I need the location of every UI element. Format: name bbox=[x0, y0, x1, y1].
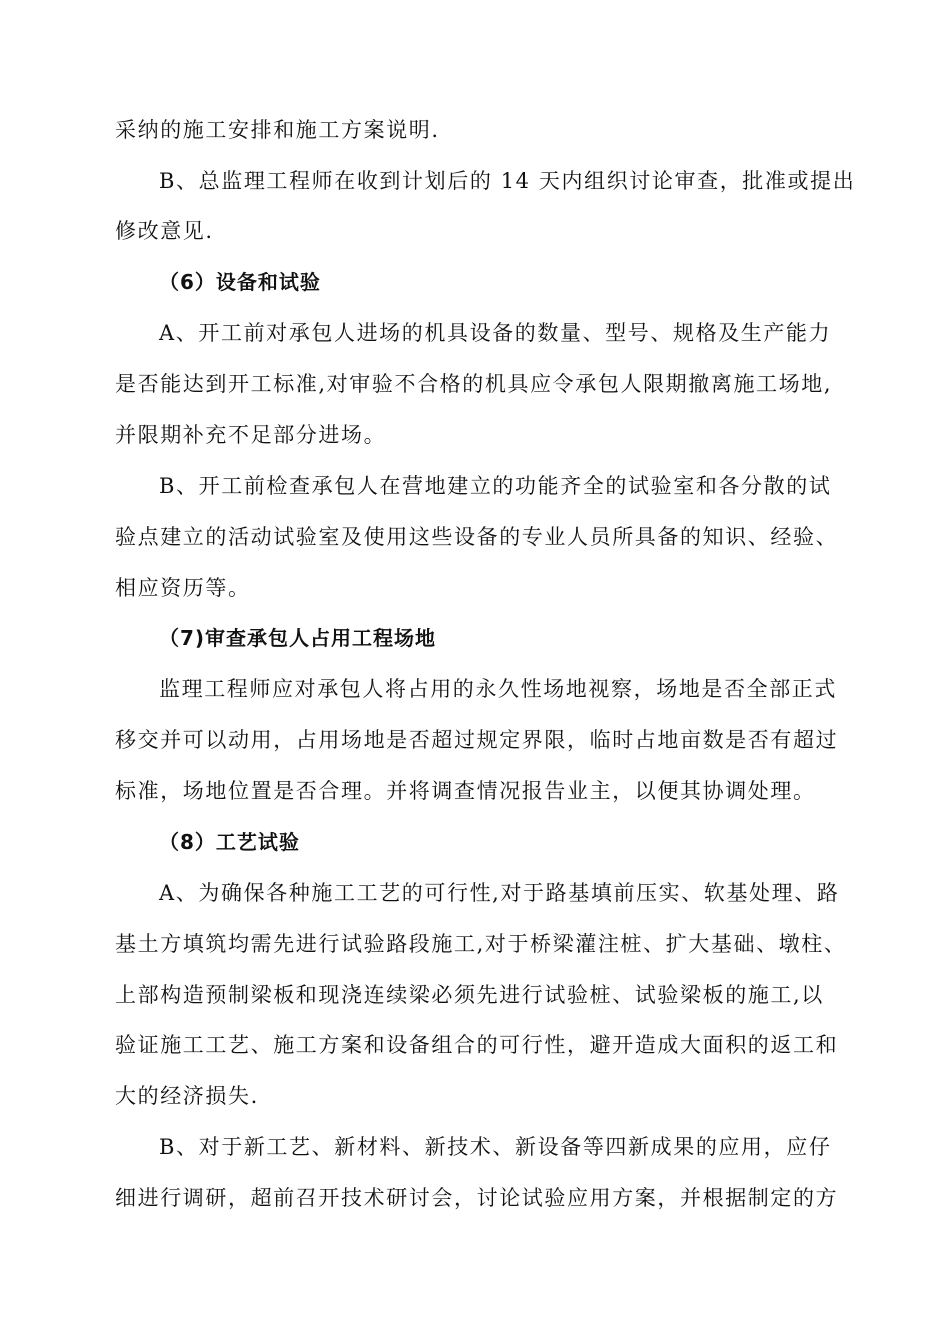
text-line: 移交并可以动用，占用场地是否超过规定界限，临时占地亩数是否有超过 bbox=[115, 728, 839, 752]
paragraph-a-line: A、开工前对承包人进场的机具设备的数量、型号、规格及生产能力 bbox=[159, 321, 832, 345]
text-line: 标准，场地位置是否合理。并将调查情况报告业主，以便其协调处理。 bbox=[115, 779, 816, 803]
paragraph-a-line: A、为确保各种施工工艺的可行性,对于路基填前压实、软基处理、路 bbox=[159, 881, 840, 905]
text-line: 并限期补充不足部分进场。 bbox=[115, 423, 387, 447]
paragraph-line: 监理工程师应对承包人将占用的永久性场地视察，场地是否全部正式 bbox=[159, 677, 837, 701]
paragraph-b-line: B、总监理工程师在收到计划后的 14 天内组织讨论审查，批准或提出 bbox=[159, 169, 856, 193]
text-line: 修改意见. bbox=[115, 219, 214, 243]
section-heading-8: （8）工艺试验 bbox=[159, 830, 300, 854]
text-line: 采纳的施工安排和施工方案说明. bbox=[115, 118, 440, 142]
paragraph-b-line: B、对于新工艺、新材料、新技术、新设备等四新成果的应用，应仔 bbox=[159, 1135, 832, 1159]
text-line: 验点建立的活动试验室及使用这些设备的专业人员所具备的知识、经验、 bbox=[115, 525, 839, 549]
paragraph-b-line: B、开工前检查承包人在营地建立的功能齐全的试验室和各分散的试 bbox=[159, 474, 832, 498]
text-line: 基土方填筑均需先进行试验路段施工,对于桥梁灌注桩、扩大基础、墩柱、 bbox=[115, 932, 847, 956]
text-line: 上部构造预制梁板和现浇连续梁必须先进行试验桩、试验梁板的施工,以 bbox=[115, 983, 824, 1007]
text-line: 验证施工工艺、施工方案和设备组合的可行性，避开造成大面积的返工和 bbox=[115, 1033, 839, 1057]
section-heading-7: （7)审查承包人占用工程场地 bbox=[159, 626, 437, 650]
text-line: 大的经济损失. bbox=[115, 1084, 259, 1108]
section-heading-6: （6）设备和试验 bbox=[159, 270, 321, 294]
text-line: 是否能达到开工标准,对审验不合格的机具应令承包人限期撤离施工场地, bbox=[115, 372, 833, 396]
text-line: 细进行调研，超前召开技术研讨会，讨论试验应用方案，并根据制定的方 bbox=[115, 1186, 839, 1210]
text-line: 相应资历等。 bbox=[115, 576, 251, 600]
